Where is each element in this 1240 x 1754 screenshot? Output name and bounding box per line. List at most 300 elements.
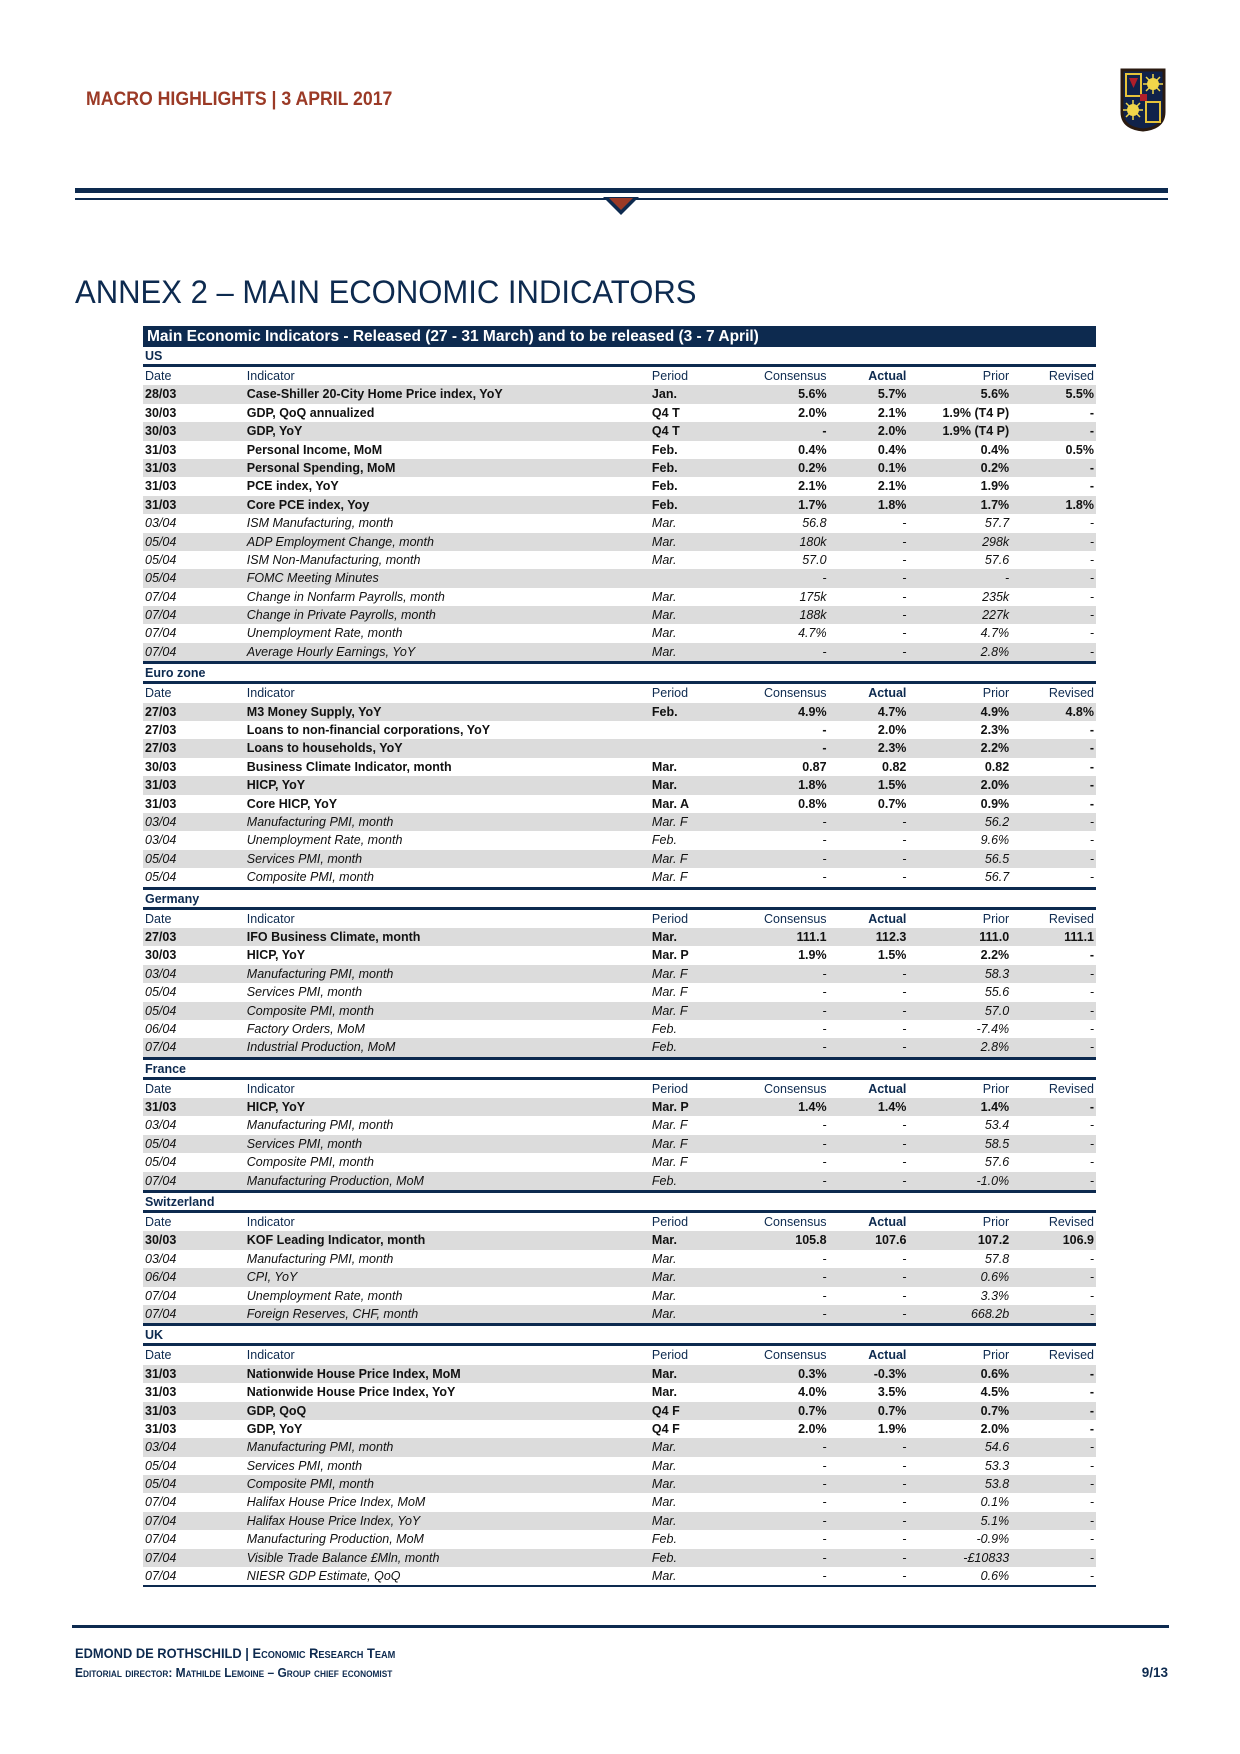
actual-cell: -: [902, 1251, 907, 1266]
indicator-cell: Business Climate Indicator, month: [246, 759, 452, 774]
actual-cell: -: [902, 1532, 907, 1547]
revised-header: Revised: [1048, 1215, 1094, 1230]
indicator-cell: HICP, YoY: [246, 948, 306, 963]
date-cell: 03/04: [145, 966, 177, 981]
date-header: Date: [145, 369, 172, 383]
date-cell: 05/04: [145, 571, 177, 586]
consensus-cell: -: [822, 833, 827, 848]
prior-cell: 1.4%: [980, 1100, 1010, 1115]
revised-header: Revised: [1048, 1348, 1094, 1363]
date-cell: 05/04: [145, 1003, 177, 1018]
indicator-cell: Change in Nonfarm Payrolls, month: [246, 589, 445, 604]
date-cell: 31/03: [145, 778, 177, 793]
prior-cell: 2.8%: [980, 1040, 1010, 1055]
prior-cell: 0.2%: [980, 460, 1010, 475]
actual-cell: -: [902, 851, 907, 866]
date-cell: 31/03: [145, 1100, 177, 1115]
date-cell: 07/04: [145, 644, 177, 659]
period-cell: Mar. F: [651, 966, 688, 981]
actual-cell: -: [902, 1550, 907, 1565]
actual-cell: -: [902, 1495, 907, 1510]
section-france: [143, 1060, 1096, 1193]
consensus-cell: -: [822, 1550, 827, 1565]
table-row: [143, 965, 1096, 983]
period-cell: Q4 F: [651, 1403, 680, 1418]
indicator-cell: Unemployment Rate, month: [246, 1288, 403, 1303]
table-row: [143, 850, 1096, 868]
table-row: [143, 496, 1096, 514]
revised-cell: -: [1089, 1421, 1094, 1436]
actual-header: Actual: [868, 1215, 907, 1230]
table-row: [143, 983, 1096, 1001]
consensus-cell: 0.7%: [798, 1403, 827, 1418]
date-cell: 05/04: [145, 1477, 177, 1492]
table-row: [143, 1231, 1096, 1249]
revised-cell: -: [1089, 1458, 1094, 1473]
section-euro-zone: [143, 664, 1096, 889]
indicator-cell: GDP, YoY: [246, 424, 303, 439]
prior-cell: 0.9%: [980, 796, 1010, 811]
date-header: Date: [145, 1081, 172, 1096]
indicator-cell: Unemployment Rate, month: [246, 626, 403, 641]
period-cell: Feb.: [651, 479, 678, 494]
indicator-cell: Average Hourly Earnings, YoY: [246, 644, 416, 659]
period-cell: Feb.: [651, 497, 678, 512]
period-cell: Feb.: [651, 1532, 677, 1547]
actual-cell: 3.5%: [877, 1385, 907, 1400]
table-row: [143, 459, 1096, 477]
period-cell: Mar.: [651, 1270, 677, 1285]
prior-cell: 3.3%: [980, 1288, 1010, 1303]
revised-cell: -: [1089, 1495, 1094, 1510]
actual-cell: -: [902, 1513, 907, 1528]
indicator-header: Indicator: [246, 686, 295, 701]
period-cell: Mar.: [651, 552, 677, 567]
consensus-cell: -: [822, 1495, 827, 1510]
date-cell: 07/04: [145, 1040, 177, 1055]
date-cell: 07/04: [145, 1173, 177, 1188]
prior-cell: 4.5%: [980, 1385, 1010, 1400]
revised-cell: -: [1089, 948, 1094, 963]
period-cell: Mar.: [651, 1366, 677, 1381]
actual-cell: -: [902, 833, 907, 848]
column-header-row: [143, 684, 1096, 702]
date-cell: 06/04: [145, 1270, 177, 1285]
consensus-cell: 0.4%: [798, 442, 827, 457]
indicator-cell: Foreign Reserves, CHF, month: [246, 1306, 419, 1321]
prior-cell: 1.9%: [980, 479, 1010, 494]
period-cell: Jan.: [651, 387, 677, 402]
date-cell: 05/04: [145, 985, 177, 1000]
consensus-cell: 2.0%: [798, 1421, 827, 1436]
date-cell: 27/03: [145, 704, 177, 719]
date-cell: 06/04: [145, 1021, 177, 1036]
period-cell: Mar.: [651, 1495, 677, 1510]
date-cell: 03/04: [145, 516, 177, 531]
revised-cell: -: [1089, 1532, 1094, 1547]
table-row: [143, 606, 1096, 624]
consensus-cell: 2.1%: [798, 479, 827, 494]
table-row: [143, 551, 1096, 569]
table-row: [143, 569, 1096, 587]
actual-cell: -: [902, 608, 907, 623]
prior-header: Prior: [982, 1348, 1010, 1363]
date-cell: 07/04: [145, 1306, 177, 1321]
prior-cell: -7.4%: [976, 1021, 1010, 1036]
consensus-cell: 105.8: [795, 1233, 827, 1248]
prior-cell: 2.2%: [980, 741, 1010, 756]
revised-cell: -: [1089, 1173, 1094, 1188]
period-cell: Mar.: [651, 1513, 677, 1528]
revised-cell: -: [1089, 1270, 1094, 1285]
section-label: Switzerland: [143, 1193, 1096, 1213]
revised-cell: -: [1089, 723, 1094, 738]
consensus-cell: 1.9%: [798, 948, 827, 963]
indicator-cell: Personal Spending, MoM: [246, 460, 396, 475]
revised-cell: -: [1089, 870, 1094, 885]
indicator-cell: Manufacturing PMI, month: [246, 1251, 394, 1266]
actual-cell: -: [902, 571, 907, 586]
consensus-cell: -: [822, 1003, 827, 1018]
actual-cell: 2.1%: [877, 479, 907, 494]
revised-cell: -: [1089, 1040, 1094, 1055]
revised-cell: 0.5%: [1065, 442, 1094, 457]
period-cell: Mar. F: [651, 870, 688, 885]
prior-cell: 54.6: [984, 1440, 1010, 1455]
table-row: [143, 404, 1096, 422]
prior-cell: 57.0: [984, 1003, 1010, 1018]
table-row: [143, 1268, 1096, 1286]
consensus-cell: -: [822, 1136, 827, 1151]
revised-cell: -: [1089, 571, 1094, 586]
prior-cell: 0.6%: [980, 1366, 1010, 1381]
indicator-cell: Industrial Production, MoM: [246, 1040, 396, 1055]
prior-cell: 1.9% (T4 P): [942, 424, 1010, 439]
indicator-cell: Services PMI, month: [246, 1458, 363, 1473]
indicator-cell: Factory Orders, MoM: [246, 1021, 365, 1036]
revised-cell: -: [1089, 778, 1094, 793]
period-header: Period: [651, 1215, 689, 1230]
actual-cell: 0.1%: [877, 460, 907, 475]
date-cell: 05/04: [145, 1458, 177, 1473]
consensus-cell: -: [822, 1118, 827, 1133]
period-cell: Mar.: [651, 778, 677, 793]
consensus-cell: 188k: [799, 608, 827, 623]
consensus-cell: -: [822, 723, 827, 738]
revised-header: Revised: [1048, 1081, 1094, 1096]
prior-cell: -: [1005, 571, 1010, 586]
column-header-row: [143, 910, 1096, 928]
period-cell: Feb.: [651, 1173, 677, 1188]
revised-cell: -: [1089, 1550, 1094, 1565]
date-cell: 07/04: [145, 1513, 177, 1528]
table-row: [143, 385, 1096, 403]
footer-brand-line: [75, 1645, 395, 1661]
actual-cell: -: [902, 1173, 907, 1188]
date-header: Date: [145, 686, 172, 701]
actual-cell: 2.1%: [877, 405, 907, 420]
indicator-cell: Services PMI, month: [246, 1136, 363, 1151]
prior-cell: 111.0: [979, 929, 1010, 944]
actual-cell: 0.82: [882, 759, 907, 774]
table-row: [143, 1098, 1096, 1116]
consensus-cell: -: [822, 985, 827, 1000]
consensus-header: Consensus: [764, 1081, 827, 1096]
indicator-cell: FOMC Meeting Minutes: [246, 571, 379, 586]
consensus-cell: 0.87: [802, 759, 827, 774]
revised-cell: -: [1089, 1385, 1094, 1400]
column-header-row: [143, 1213, 1096, 1231]
revised-cell: -: [1089, 589, 1094, 604]
revised-cell: 111.1: [1064, 929, 1094, 944]
prior-cell: -1.0%: [976, 1173, 1010, 1188]
date-cell: 05/04: [145, 870, 177, 885]
actual-cell: -: [902, 1569, 907, 1584]
revised-cell: 4.8%: [1065, 704, 1094, 719]
actual-cell: 2.3%: [877, 741, 907, 756]
table-row: [143, 721, 1096, 739]
indicator-cell: Halifax House Price Index, MoM: [246, 1495, 426, 1510]
table-row: [143, 1002, 1096, 1020]
prior-cell: 0.82: [984, 759, 1010, 774]
date-cell: 27/03: [145, 929, 177, 944]
consensus-cell: -: [822, 1021, 827, 1036]
prior-cell: 58.3: [984, 966, 1010, 981]
prior-cell: 0.1%: [980, 1495, 1010, 1510]
consensus-cell: -: [822, 1306, 827, 1321]
indicator-cell: Personal Income, MoM: [246, 442, 383, 457]
date-cell: 03/04: [145, 1440, 177, 1455]
date-cell: 07/04: [145, 1569, 177, 1584]
date-cell: 05/04: [145, 1155, 177, 1170]
consensus-cell: 4.9%: [798, 704, 827, 719]
indicators-table: [143, 326, 1096, 1587]
consensus-cell: -: [822, 644, 827, 659]
period-cell: Mar. F: [651, 851, 688, 866]
consensus-cell: 56.8: [802, 516, 827, 531]
consensus-cell: 2.0%: [798, 405, 827, 420]
indicator-header: Indicator: [246, 1215, 295, 1230]
consensus-cell: 1.7%: [798, 497, 827, 512]
consensus-cell: -: [822, 1513, 827, 1528]
actual-cell: 0.7%: [877, 796, 907, 811]
actual-cell: 112.3: [875, 929, 907, 944]
period-cell: Feb.: [651, 1040, 677, 1055]
column-header-row: [143, 367, 1096, 385]
actual-cell: -: [902, 1477, 907, 1492]
indicator-cell: Services PMI, month: [246, 851, 363, 866]
indicator-cell: ISM Non-Manufacturing, month: [246, 552, 421, 567]
table-row: [143, 1567, 1096, 1585]
actual-cell: -: [902, 626, 907, 641]
prior-cell: 668.2b: [970, 1306, 1010, 1321]
revised-cell: -: [1089, 626, 1094, 641]
revised-cell: -: [1089, 1118, 1094, 1133]
table-row: [143, 1438, 1096, 1456]
actual-cell: -: [902, 1040, 907, 1055]
date-cell: 03/04: [145, 1251, 177, 1266]
table-row: [143, 1020, 1096, 1038]
table-row: [143, 1530, 1096, 1548]
prior-cell: 298k: [982, 534, 1010, 549]
prior-cell: 2.8%: [980, 644, 1010, 659]
revised-cell: -: [1089, 608, 1094, 623]
table-row: [143, 624, 1096, 642]
revised-cell: -: [1089, 814, 1094, 829]
consensus-cell: 0.2%: [798, 460, 827, 475]
table-row: [143, 868, 1096, 886]
date-cell: 07/04: [145, 608, 177, 623]
actual-cell: 0.7%: [877, 1403, 907, 1418]
consensus-cell: 1.8%: [798, 778, 827, 793]
revised-cell: -: [1089, 460, 1094, 475]
consensus-cell: 5.6%: [798, 387, 827, 402]
revised-cell: -: [1089, 1366, 1094, 1381]
revised-cell: -: [1089, 1513, 1094, 1528]
indicator-cell: Halifax House Price Index, YoY: [246, 1513, 421, 1528]
period-cell: Mar.: [651, 1288, 677, 1303]
revised-cell: -: [1089, 796, 1094, 811]
prior-cell: 53.4: [984, 1118, 1010, 1133]
prior-cell: 57.6: [984, 1155, 1010, 1170]
consensus-header: Consensus: [764, 1348, 827, 1363]
date-cell: 07/04: [145, 1495, 177, 1510]
indicator-cell: Core PCE index, Yoy: [246, 497, 370, 512]
date-cell: 05/04: [145, 1136, 177, 1151]
table-row: [143, 1420, 1096, 1438]
date-cell: 31/03: [145, 442, 177, 457]
indicator-cell: Manufacturing Production, MoM: [246, 1173, 424, 1188]
period-cell: Q4 T: [651, 405, 680, 420]
date-cell: 31/03: [145, 796, 177, 811]
section-label: Euro zone: [143, 664, 1096, 684]
consensus-cell: -: [822, 1173, 827, 1188]
revised-cell: -: [1089, 1569, 1094, 1584]
prior-cell: 2.2%: [980, 948, 1010, 963]
period-cell: Feb.: [651, 833, 677, 848]
indicator-cell: IFO Business Climate, month: [246, 929, 421, 944]
period-cell: Mar.: [651, 626, 677, 641]
consensus-cell: 175k: [799, 589, 827, 604]
indicator-cell: M3 Money Supply, YoY: [246, 704, 382, 719]
date-cell: 05/04: [145, 851, 177, 866]
period-cell: Mar. A: [651, 796, 689, 811]
actual-cell: -: [902, 966, 907, 981]
revised-cell: -: [1089, 552, 1094, 567]
period-cell: Mar.: [651, 516, 677, 531]
date-cell: 07/04: [145, 626, 177, 641]
indicator-cell: Composite PMI, month: [246, 1477, 374, 1492]
prior-cell: -0.9%: [976, 1532, 1010, 1547]
prior-cell: 5.6%: [980, 387, 1010, 402]
section-divider: [143, 1585, 1096, 1587]
actual-header: Actual: [868, 686, 907, 701]
table-row: [143, 1172, 1096, 1190]
consensus-cell: 57.0: [802, 552, 827, 567]
actual-cell: -0.3%: [873, 1366, 907, 1381]
indicator-cell: Loans to non-financial corporations, YoY: [246, 723, 491, 738]
indicator-cell: GDP, YoY: [246, 1421, 303, 1436]
table-row: [143, 928, 1096, 946]
actual-cell: -: [902, 814, 907, 829]
date-cell: 03/04: [145, 814, 177, 829]
actual-cell: 5.7%: [877, 387, 907, 402]
prior-cell: 5.1%: [980, 1513, 1010, 1528]
indicator-cell: Case-Shiller 20-City Home Price index, YoY: [246, 387, 503, 402]
revised-cell: -: [1089, 851, 1094, 866]
indicator-cell: Services PMI, month: [246, 985, 363, 1000]
indicator-cell: HICP, YoY: [246, 778, 306, 793]
section-germany: [143, 890, 1096, 1060]
actual-cell: 0.4%: [877, 442, 907, 457]
revised-cell: -: [1089, 1477, 1094, 1492]
footer-brand: EDMOND DE ROTHSCHILD |: [75, 1645, 253, 1661]
table-row: [143, 533, 1096, 551]
table-row: [143, 946, 1096, 964]
consensus-cell: -: [822, 1458, 827, 1473]
date-header: Date: [145, 1215, 172, 1230]
period-cell: [652, 739, 714, 757]
actual-cell: -: [902, 1440, 907, 1455]
date-cell: 31/03: [145, 1421, 177, 1436]
period-cell: Mar. F: [651, 1155, 688, 1170]
revised-cell: -: [1089, 1403, 1094, 1418]
consensus-cell: -: [822, 814, 827, 829]
table-row: [143, 514, 1096, 532]
revised-cell: -: [1089, 1003, 1094, 1018]
indicator-cell: CPI, YoY: [246, 1270, 298, 1285]
prior-cell: 56.5: [984, 851, 1010, 866]
table-row: [143, 1475, 1096, 1493]
table-row: [143, 1549, 1096, 1567]
date-cell: 05/04: [145, 552, 177, 567]
consensus-cell: -: [822, 1288, 827, 1303]
table-row: [143, 758, 1096, 776]
indicator-cell: GDP, QoQ: [246, 1403, 307, 1418]
consensus-cell: -: [822, 1251, 827, 1266]
period-cell: Feb.: [651, 442, 678, 457]
actual-cell: -: [902, 1458, 907, 1473]
prior-cell: 0.4%: [980, 442, 1010, 457]
table-row: [143, 1153, 1096, 1171]
prior-cell: 227k: [982, 608, 1010, 623]
consensus-cell: -: [822, 1270, 827, 1285]
period-cell: Mar. F: [651, 985, 688, 1000]
table-row: [143, 1493, 1096, 1511]
revised-cell: -: [1089, 1306, 1094, 1321]
date-cell: 27/03: [145, 723, 177, 738]
actual-cell: -: [902, 644, 907, 659]
indicator-cell: ADP Employment Change, month: [246, 534, 434, 549]
indicator-header: Indicator: [246, 1081, 295, 1096]
indicator-cell: ISM Manufacturing, month: [246, 516, 394, 531]
revised-cell: -: [1089, 833, 1094, 848]
date-cell: 31/03: [145, 1366, 177, 1381]
consensus-cell: -: [822, 1532, 827, 1547]
coat-of-arms-icon: [1120, 68, 1166, 132]
actual-header: Actual: [868, 369, 907, 383]
consensus-cell: -: [822, 424, 827, 439]
actual-cell: 2.0%: [877, 424, 907, 439]
table-row: [143, 1402, 1096, 1420]
table-row: [143, 1383, 1096, 1401]
actual-cell: -: [902, 552, 907, 567]
actual-cell: 107.6: [875, 1233, 907, 1248]
section-label: Germany: [143, 890, 1096, 910]
revised-cell: -: [1089, 1100, 1094, 1115]
table-row: [143, 1365, 1096, 1383]
actual-cell: -: [902, 1155, 907, 1170]
